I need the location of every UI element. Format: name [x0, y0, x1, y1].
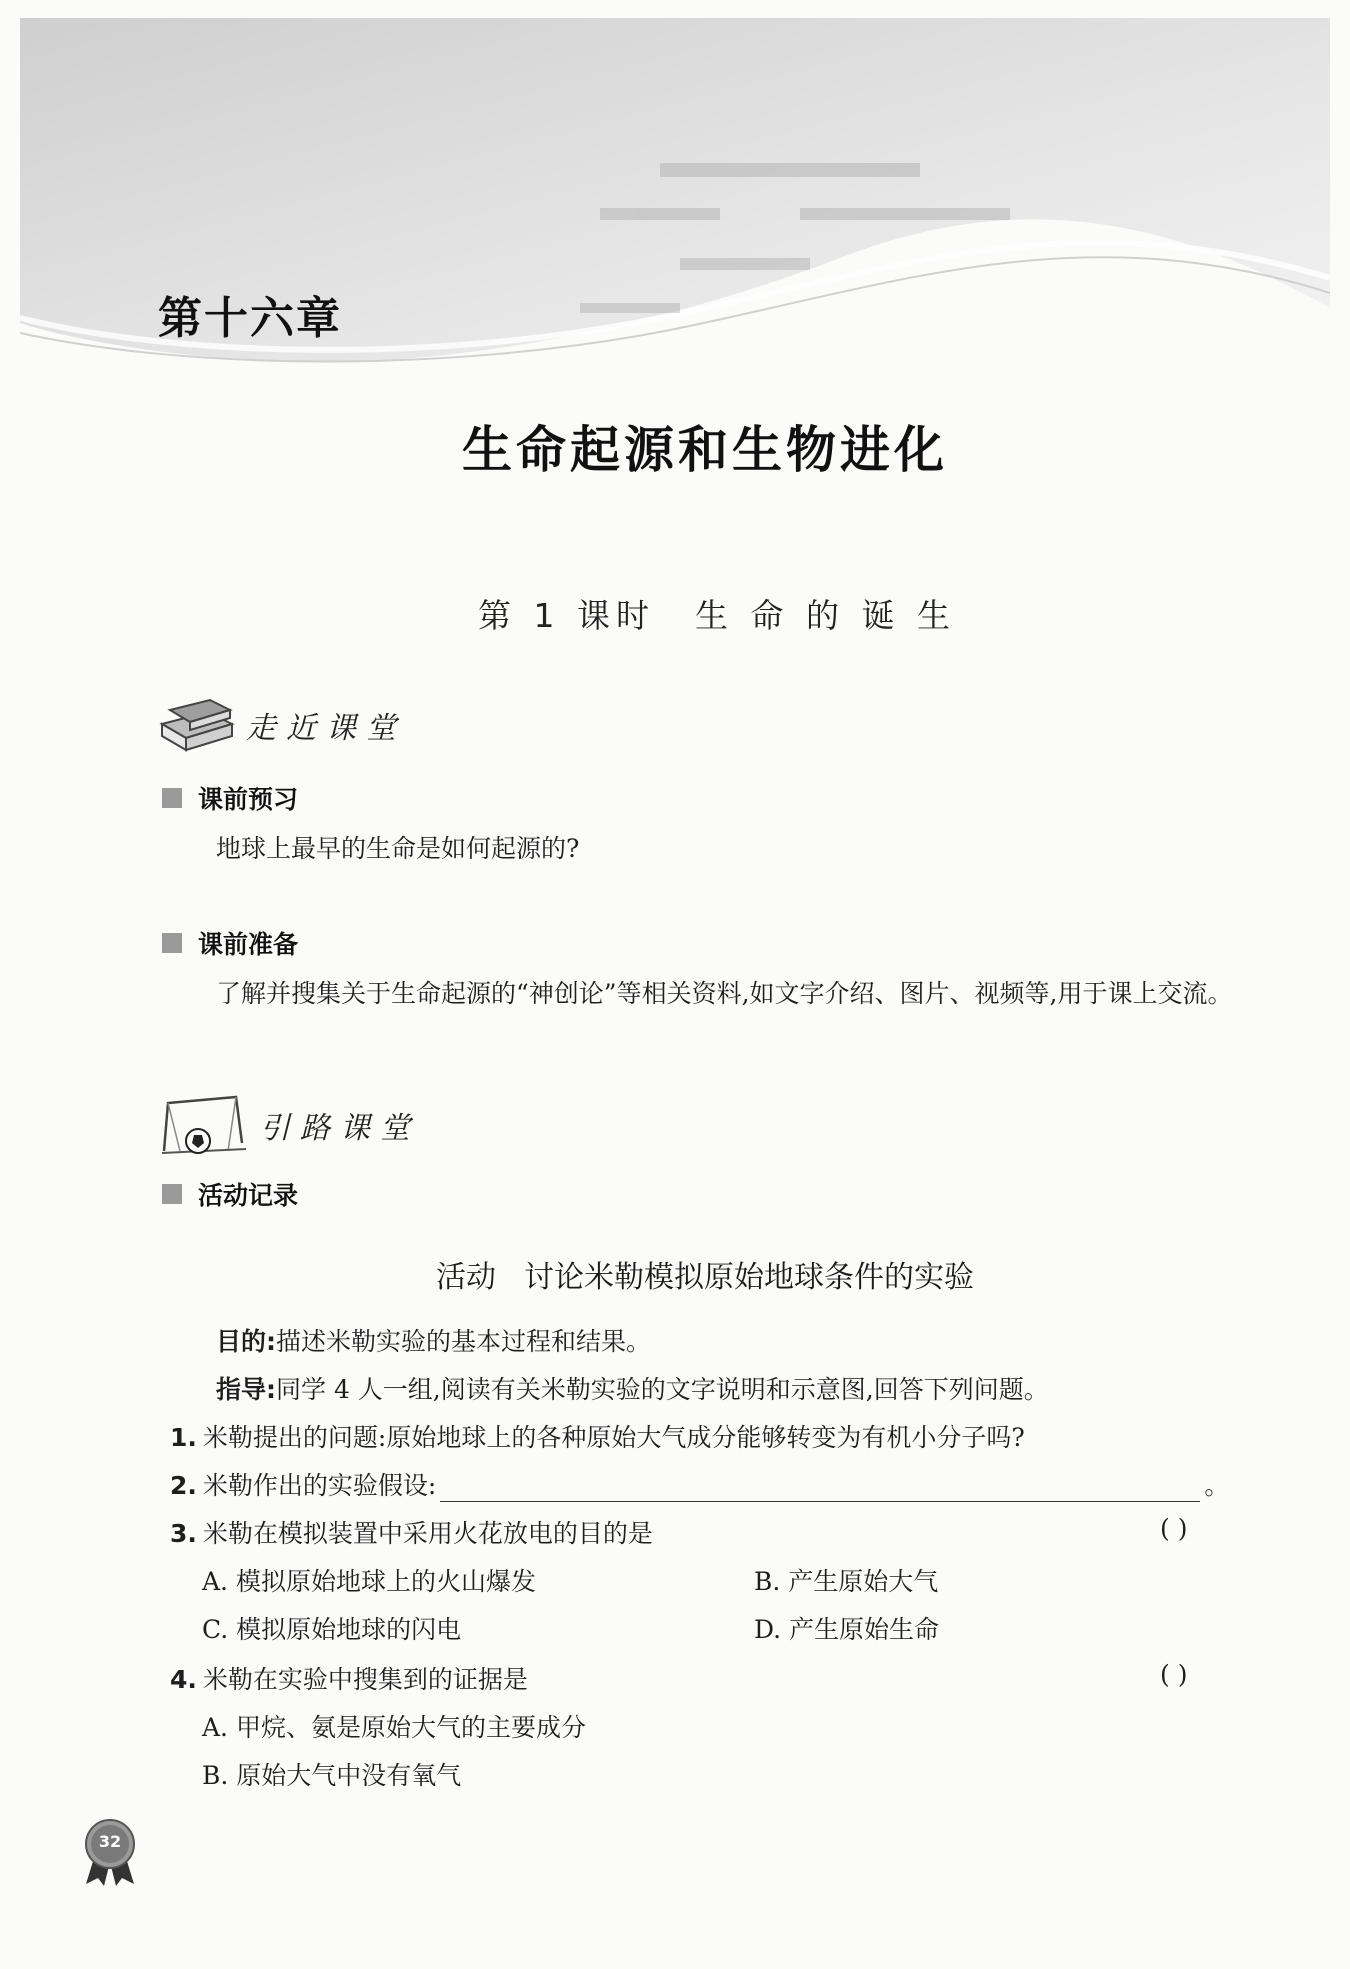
option[interactable]: B. 原始大气中没有氧气	[202, 1761, 462, 1790]
prepare-heading-label: 课前准备	[198, 930, 299, 959]
purpose-line	[216, 1322, 651, 1358]
heading-square-icon	[162, 933, 182, 953]
activity-record-heading-label: 活动记录	[198, 1181, 299, 1210]
page-number: 32	[98, 1832, 122, 1851]
section-guide-label: 引路课堂	[260, 1111, 420, 1146]
question-1	[170, 1418, 1025, 1454]
question-number: 4.	[170, 1665, 197, 1694]
guide-line	[216, 1370, 1049, 1406]
question-number: 2.	[170, 1471, 197, 1500]
option[interactable]: A. 模拟原始地球上的火山爆发	[202, 1567, 536, 1596]
question-3	[170, 1514, 653, 1550]
books-icon	[158, 694, 236, 756]
section-guide-banner	[158, 1090, 420, 1160]
guide-text: 同学 4 人一组,阅读有关米勒实验的文字说明和示意图,回答下列问题。	[276, 1375, 1049, 1404]
option[interactable]: A. 甲烷、氨是原始大气的主要成分	[202, 1713, 586, 1742]
heading-square-icon	[162, 788, 182, 808]
answer-blank[interactable]	[440, 1479, 1200, 1502]
guide-label: 指导:	[216, 1375, 276, 1404]
preview-heading	[162, 780, 298, 816]
question-end: 。	[1204, 1471, 1230, 1500]
heading-square-icon	[162, 1184, 182, 1204]
option[interactable]: C. 模拟原始地球的闪电	[202, 1615, 462, 1644]
question-text: 米勒作出的实验假设:	[202, 1471, 437, 1500]
purpose-text: 描述米勒实验的基本过程和结果。	[276, 1327, 652, 1356]
chapter-title: 第十六章	[158, 293, 342, 344]
activity-record-heading	[162, 1176, 298, 1212]
prepare-heading	[162, 925, 298, 961]
activity-title	[0, 1252, 1350, 1296]
answer-paren[interactable]: ( )	[1160, 1660, 1188, 1689]
question-number: 1.	[170, 1423, 197, 1452]
section-approach-label: 走近课堂	[246, 711, 406, 746]
option[interactable]: D. 产生原始生命	[754, 1615, 940, 1644]
prepare-text: 了解并搜集关于生命起源的“神创论”等相关资料,如文字介绍、图片、视频等,用于课上交流。	[216, 979, 1233, 1008]
question-2	[170, 1466, 1229, 1502]
question-4	[170, 1660, 528, 1696]
lesson-number: 第 1 课时	[478, 596, 655, 635]
lesson-name: 生 命 的 诞 生	[694, 596, 956, 635]
question-text: 米勒提出的问题:原始地球上的各种原始大气成分能够转变为有机小分子吗?	[202, 1423, 1025, 1452]
unit-title: 生命起源和生物进化	[462, 420, 948, 479]
question-text: 米勒在实验中搜集到的证据是	[202, 1665, 528, 1694]
soccer-goal-icon	[158, 1093, 250, 1157]
answer-paren[interactable]: ( )	[1160, 1514, 1188, 1543]
section-approach-banner	[158, 690, 406, 760]
activity-title-text: 讨论米勒模拟原始地球条件的实验	[524, 1260, 974, 1295]
activity-title-prefix: 活动	[436, 1260, 496, 1295]
preview-text: 地球上最早的生命是如何起源的?	[216, 834, 580, 863]
question-text: 米勒在模拟装置中采用火花放电的目的是	[202, 1519, 653, 1548]
preview-heading-label: 课前预习	[198, 785, 299, 814]
question-number: 3.	[170, 1519, 197, 1548]
page-badge-icon	[80, 1818, 140, 1888]
option[interactable]: B. 产生原始大气	[754, 1567, 939, 1596]
purpose-label: 目的:	[216, 1327, 276, 1356]
lesson-title	[478, 590, 956, 637]
